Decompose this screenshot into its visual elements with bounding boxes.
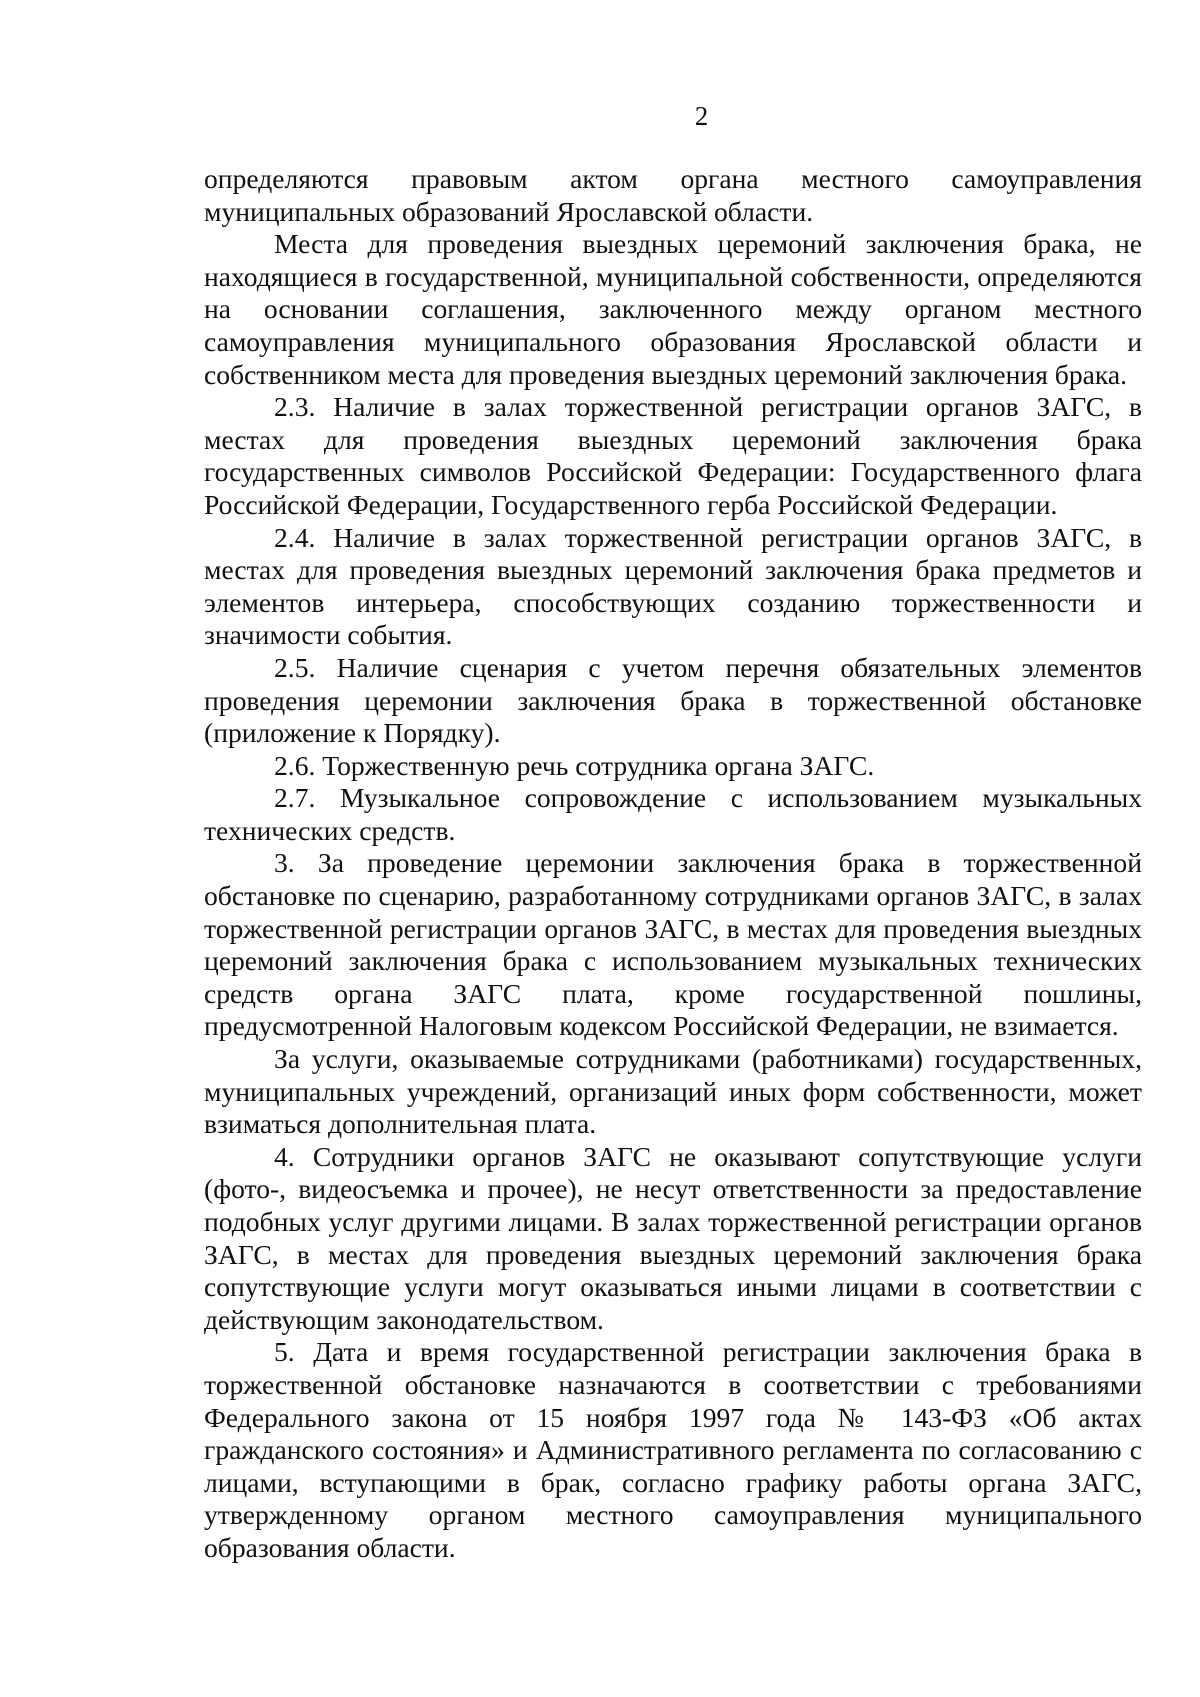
page-number: 2	[694, 101, 709, 131]
paragraph-2-6: 2.6. Торжественную речь сотрудника органа ЗАГС.	[274, 749, 875, 781]
paragraph-2-3: 2.3. Наличие в залах торжественной регистрации органов ЗАГС, в местах для проведения выездных церемоний заключения брака государственных символов Российской Федерации: Государственного флага Российской Федерации, Государственного герба Российской Федерации.	[204, 391, 1142, 520]
document-body	[204, 163, 1142, 1565]
paragraph-2-7: 2.7. Музыкальное сопровождение с использованием музыкальных технических средств.	[204, 782, 1142, 846]
paragraph-3: 3. За проведение церемонии заключения брака в торжественной обстановке по сценарию, разработанному сотрудниками органов ЗАГС, в залах торжественной регистрации органов ЗАГС, в местах для проведения выездных церемоний заключения брака с использованием музыкальных технических средств органа ЗАГС плата, кроме государственной пошлины, предусмотренной Налоговым кодексом Российской Федерации, не взимается.	[204, 847, 1142, 1042]
paragraph-additional-fee: За услуги, оказываемые сотрудниками (работниками) государственных, муниципальных учреждений, организаций иных форм собственности, может взиматься дополнительная плата.	[204, 1043, 1142, 1140]
paragraph-2-4: 2.4. Наличие в залах торжественной регистрации органов ЗАГС, в местах для проведения выездных церемоний заключения брака предметов и элементов интерьера, способствующих созданию торжественности и значимости события.	[204, 521, 1142, 651]
paragraph-venues-agreement: Места для проведения выездных церемоний заключения брака, не находящиеся в государственной, муниципальной собственности, определяются на основании соглашения, заключенного между органом местного самоуправления муниципального образования Ярославской области и собственником места для проведения выездных церемоний заключения брака.	[204, 228, 1142, 390]
paragraph-2-5: 2.5. Наличие сценария с учетом перечня обязательных элементов проведения церемонии заключения брака в торжественной обстановке (приложение к Порядку).	[204, 651, 1142, 749]
paragraph-4: 4. Сотрудники органов ЗАГС не оказывают сопутствующие услуги (фото-, видеосъемка и прочее), не несут ответственности за предоставление подобных услуг другими лицами. В залах торжественной регистрации органов ЗАГС, в местах для проведения выездных церемоний заключения брака сопутствующие услуги могут оказываться иными лицами в соответствии с действующим законодательством.	[204, 1140, 1142, 1335]
paragraph-continuation: определяются правовым актом органа местного самоуправления муниципальных образований Ярославской области.	[204, 163, 1142, 227]
paragraph-5: 5. Дата и время государственной регистрации заключения брака в торжественной обстановке назначаются в соответствии с требованиями Федерального закона от 15 ноября 1997 года № 143-ФЗ «Об актах гражданского состояния» и Административного регламента по согласованию с лицами, вступающими в брак, согласно графику работы органа ЗАГС, утвержденному органом местного самоуправления муниципального образования области.	[204, 1336, 1142, 1563]
